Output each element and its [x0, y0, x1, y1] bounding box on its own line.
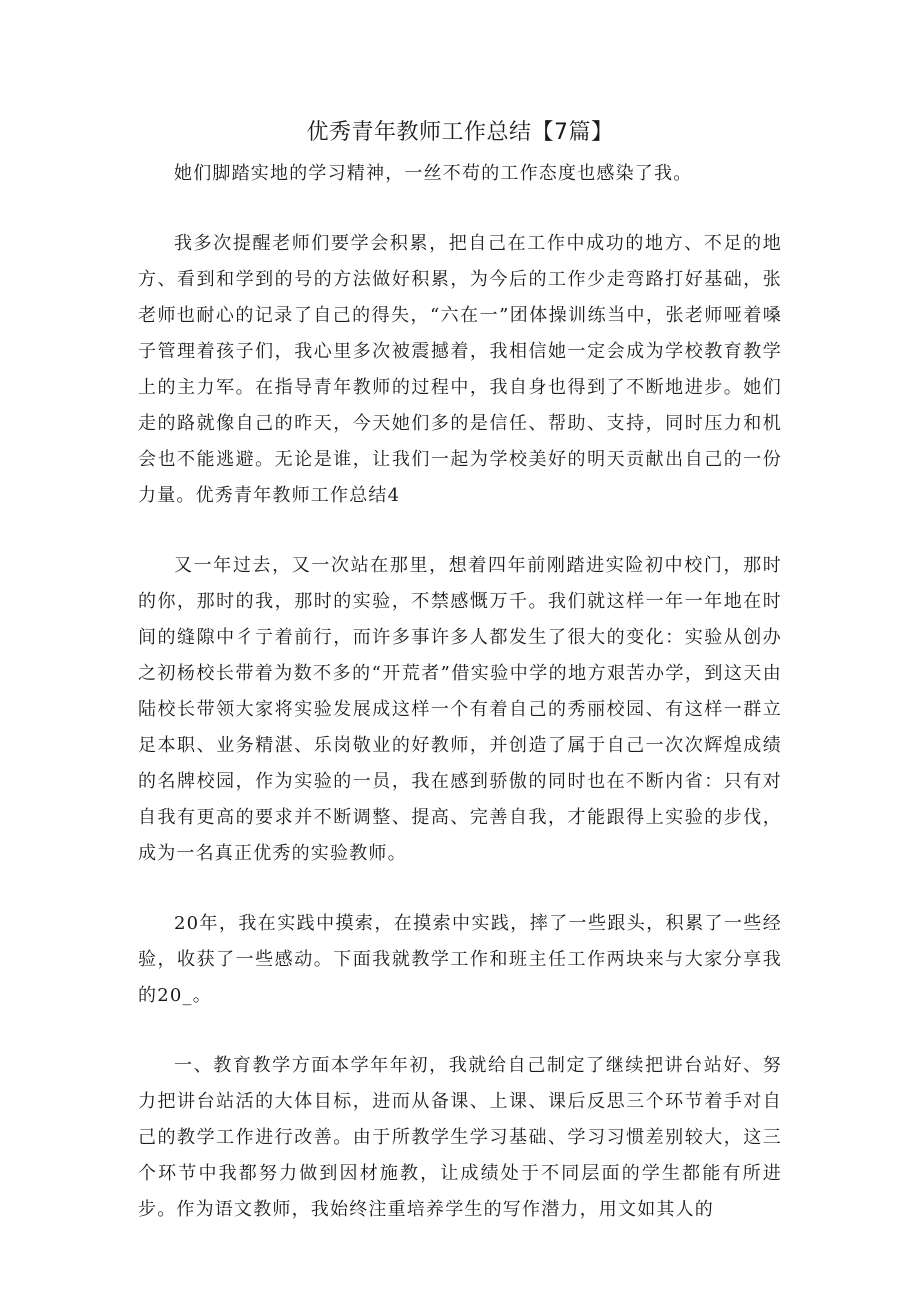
paragraph-spacer	[138, 514, 782, 548]
paragraph-3: 又一年过去，又一次站在那里，想着四年前刚踏进实险初中校门，那时的你，那时的我，那时的实验，不禁感慨万千。我们就这样一年一年地在时间的缝隙中彳亍着前行，而许多事许多人都发生了很大的变化：实验从创办之初杨校长带着为数不多的“开荒者”借实验中学的地方艰苦办学，到这天由陆校长带领大家将实验发展成这样一个有着自己的秀丽校园、有这样一群立足本职、业务精湛、乐岗敬业的好教师，并创造了属于自己一次次辉煌成绩的名牌校园，作为实验的一员，我在感到骄傲的同时也在不断内省：只有对自我有更高的要求并不断调整、提高、完善自我，才能跟得上实验的步伐，成为一名真正优秀的实验教师。	[138, 555, 782, 864]
paragraph-4: 20年，我在实践中摸索，在摸索中实践，摔了一些跟头，积累了一些经验，收获了一些感动。下面我就教学工作和班主任工作两块来与大家分享我的20_。	[138, 913, 782, 1006]
paragraph-5: 一、教育教学方面本学年年初，我就给自己制定了继续把讲台站好、努力把讲台站活的大体目标，进而从备课、上课、课后反思三个环节着手对自己的教学工作进行改善。由于所教学生学习基础、学习习惯差别较大，这三个环节中我都努力做到因材施教，让成绩处于不同层面的学生都能有所进步。作为语文教师，我始终注重培养学生的写作潜力，用文如其人的	[138, 1055, 782, 1220]
document-title: 优秀青年教师工作总结【7篇】	[306, 120, 614, 145]
paragraph-spacer	[138, 1014, 782, 1048]
paragraph-1: 她们脚踏实地的学习精神，一丝不苟的工作态度也感染了我。	[174, 163, 693, 184]
paragraph-2: 我多次提醒老师们要学会积累，把自己在工作中成功的地方、不足的地方、看到和学到的号的方法做好积累，为今后的工作少走弯路打好基础，张老师也耐心的记录了自己的得失，“六在一”团体操训练当中，张老师哑着嗓子管理着孩子们，我心里多次被震撼着，我相信她一定会成为学校教育教学上的主力军。在指导青年教师的过程中，我自身也得到了不断地进步。她们走的路就像自己的昨天，今天她们多的是信任、帮助、支持，同时压力和机会也不能逃避。无论是谁，让我们一起为学校美好的明天贡献出自己的一份力量。优秀青年教师工作总结4	[138, 233, 782, 506]
paragraph-spacer	[138, 872, 782, 906]
document-body	[138, 156, 782, 1228]
